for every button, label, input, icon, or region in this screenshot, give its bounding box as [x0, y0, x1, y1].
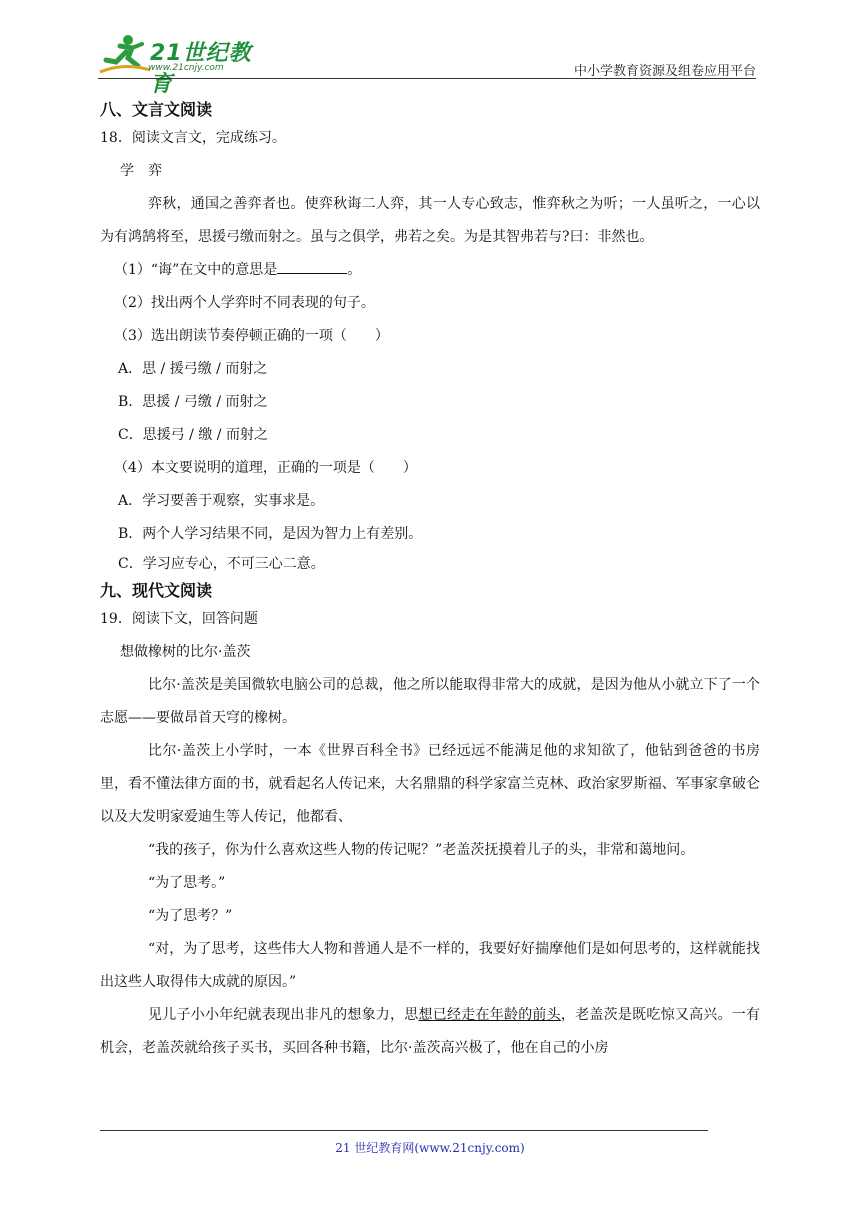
answer-blank[interactable]	[277, 259, 347, 274]
article-paragraph: “为了思考？”	[148, 908, 233, 924]
classical-passage: 弈秋，通国之善弈者也。使弈秋诲二人弈，其一人专心致志，惟弈秋之为听；一人虽听之，一心以为有鸿鹄将至，思援弓缴而射之。虽与之俱学，弗若之矣。为是其智弗若与?曰：非然也。	[100, 196, 760, 245]
question-18-1-text: （1）“诲”在文中的意思是	[114, 262, 278, 278]
passage-title: 学 弈	[120, 163, 162, 179]
article-paragraph: “为了思考。”	[148, 875, 226, 891]
article-paragraph: 比尔·盖茨上小学时，一本《世界百科全书》已经远远不能满足他的求知欲了，他钻到爸爸的书房里，看不懂法律方面的书，就看起名人传记来，大名鼎鼎的科学家富兰克林、政治家罗斯福、军事家拿破仑以及大发明家爱迪生等人传记，他都看、	[100, 743, 760, 825]
article-paragraph: “对，为了思考，这些伟大人物和普通人是不一样的，我要好好揣摩他们是如何思考的，这样就能找出这些人取得伟大成就的原因。”	[100, 941, 760, 990]
footer-divider	[100, 1130, 708, 1131]
option-c: C．学习应专心，不可三心二意。	[118, 556, 325, 572]
question-18-4: （4）本文要说明的道理，正确的一项是（ ）	[114, 460, 417, 476]
question-18-intro: 18．阅读文言文，完成练习。	[100, 130, 286, 146]
header-divider	[98, 78, 756, 79]
article-title: 想做橡树的比尔·盖茨	[120, 644, 251, 660]
logo-text: 21世纪教育	[150, 41, 252, 97]
page-header	[98, 32, 756, 97]
question-18-1	[100, 254, 760, 287]
logo-url: www.21cnjy.com	[148, 63, 224, 73]
option-a: A．思 / 援弓缴 / 而射之	[118, 361, 268, 377]
paragraph-text: 见儿子小小年纪就表现出非凡的想象力，思	[148, 1007, 419, 1023]
paragraph-text: ，老盖茨是既吃惊又高兴。一有机会，老盖茨就给孩子买书，买回各种书籍，比尔·盖茨高兴极了，他在自己的小房	[100, 1007, 761, 1056]
document-body	[100, 98, 760, 1065]
runner-logo-icon	[98, 32, 152, 76]
question-18-3: （3）选出朗读节奏停顿正确的一项（ ）	[114, 328, 389, 344]
article-paragraph: 比尔·盖茨是美国微软电脑公司的总裁，他之所以能取得非常大的成就，是因为他从小就立下了一个志愿——要做昂首天穹的橡树。	[100, 677, 760, 726]
logo	[98, 32, 268, 97]
question-18-2: （2）找出两个人学弈时不同表现的句子。	[114, 295, 375, 311]
section-8-heading: 八、文言文阅读	[100, 100, 213, 119]
question-18-1-end: 。	[347, 262, 362, 278]
option-b: B．两个人学习结果不同，是因为智力上有差别。	[118, 526, 423, 542]
question-19-intro: 19．阅读下文，回答问题	[100, 611, 258, 627]
article-paragraph: “我的孩子，你为什么喜欢这些人物的传记呢？”老盖茨抚摸着儿子的头，非常和蔼地问。	[148, 842, 695, 858]
section-9-heading: 九、现代文阅读	[100, 581, 213, 600]
option-a: A．学习要善于观察，实事求是。	[118, 493, 325, 509]
article-paragraph	[100, 999, 760, 1065]
footer-link[interactable]: 21 世纪教育网(www.21cnjy.com)	[335, 1141, 525, 1155]
option-c: C．思援弓 / 缴 / 而射之	[118, 427, 268, 443]
platform-name: 中小学教育资源及组卷应用平台	[573, 64, 756, 79]
option-b: B．思援 / 弓缴 / 而射之	[118, 394, 268, 410]
underlined-phrase: 想已经走在年龄的前头	[418, 1007, 561, 1023]
